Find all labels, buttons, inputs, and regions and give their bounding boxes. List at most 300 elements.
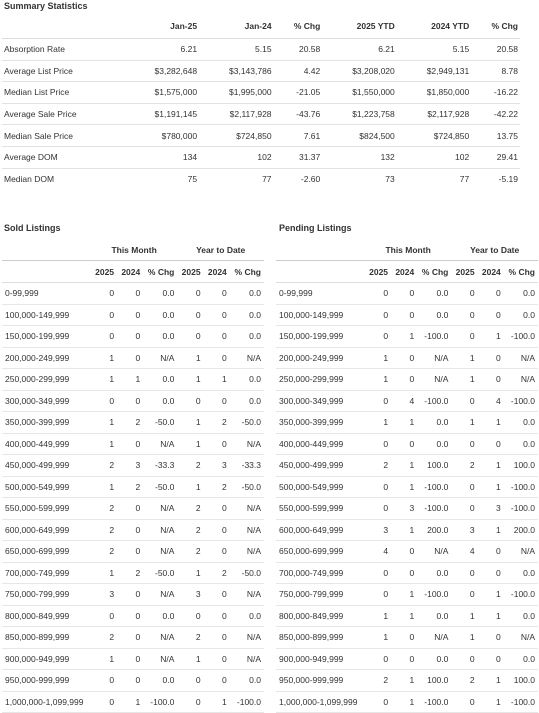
row-label: 950,000-999,999 (2, 670, 91, 692)
table-cell: 0 (478, 283, 504, 305)
table-cell: 100.0 (504, 670, 538, 692)
row-label: 600,000-649,999 (2, 519, 91, 541)
table-cell: N/A (230, 347, 264, 369)
column-header (2, 261, 91, 283)
table-cell: 0 (478, 433, 504, 455)
row-label: 950,000-999,999 (276, 670, 365, 692)
table-row (276, 433, 538, 455)
table-cell: 1 (478, 670, 504, 692)
table-cell: 77 (459, 173, 470, 184)
table-cell: N/A (143, 648, 177, 670)
table-cell: 1 (91, 562, 117, 584)
summary-title: Summary Statistics (4, 1, 88, 11)
table-row (276, 648, 538, 670)
table-cell: 1 (391, 455, 417, 477)
table-cell: 1 (204, 369, 230, 391)
table-cell: N/A (504, 347, 538, 369)
table-cell: 2 (177, 519, 203, 541)
table-cell: -100.0 (504, 476, 538, 498)
table-cell: 0 (117, 498, 143, 520)
table-cell: 0 (391, 433, 417, 455)
table-cell: 0 (117, 627, 143, 649)
table-cell: -50.0 (230, 412, 264, 434)
table-cell: N/A (230, 541, 264, 563)
table-cell: 0 (91, 283, 117, 305)
column-header: % Chg (471, 14, 520, 39)
table-row (2, 146, 520, 168)
table-row (2, 648, 264, 670)
table-cell: 29.41 (471, 146, 520, 168)
table-cell: N/A (143, 541, 177, 563)
table-cell: 3 (204, 455, 230, 477)
table-row (2, 519, 264, 541)
table-row (276, 412, 538, 434)
table-cell: 0 (117, 390, 143, 412)
row-label: 800,000-849,999 (2, 605, 91, 627)
pending-title: Pending Listings (279, 223, 352, 233)
table-cell: 2 (91, 541, 117, 563)
table-cell: 0 (391, 347, 417, 369)
table-cell: N/A (230, 648, 264, 670)
table-row (2, 39, 520, 61)
table-row (276, 562, 538, 584)
row-label: 750,000-799,999 (2, 584, 91, 606)
table-cell: 0.0 (417, 605, 451, 627)
table-row (276, 691, 538, 713)
table-cell: -50.0 (143, 476, 177, 498)
table-cell: 0.0 (143, 304, 177, 326)
table-cell: 1 (478, 326, 504, 348)
table-cell: 0 (204, 390, 230, 412)
table-cell: $3,282,648 (125, 60, 199, 82)
table-row (276, 584, 538, 606)
row-label: Median List Price (2, 82, 125, 104)
table-cell: -50.0 (230, 476, 264, 498)
table-row (276, 541, 538, 563)
table-cell: $824,500 (322, 125, 396, 147)
table-cell: 200.0 (504, 519, 538, 541)
table-cell: 0 (91, 605, 117, 627)
table-cell: 0 (451, 498, 477, 520)
row-label: 0-99,999 (276, 283, 365, 305)
table-cell: 2 (451, 455, 477, 477)
table-cell: 0.0 (143, 369, 177, 391)
table-cell: 0 (451, 476, 477, 498)
table-cell: 5.15 (397, 39, 471, 61)
table-cell: 1 (478, 691, 504, 713)
row-label: 400,000-449,999 (2, 433, 91, 455)
column-header: % Chg (417, 261, 451, 283)
table-cell: 0 (91, 304, 117, 326)
table-cell: 1 (365, 347, 391, 369)
table-cell: -100.0 (143, 691, 177, 713)
table-cell: 6.21 (322, 39, 396, 61)
table-row (2, 541, 264, 563)
table-cell: 0 (204, 326, 230, 348)
table-cell: 100.0 (417, 455, 451, 477)
table-cell: -5.19 (498, 173, 518, 184)
group-header: This Month (91, 239, 178, 261)
table-cell: 13.75 (471, 125, 520, 147)
sold-table (2, 239, 264, 713)
sold-header-row (2, 261, 264, 283)
row-label: 400,000-449,999 (276, 433, 365, 455)
table-cell: -100.0 (230, 691, 264, 713)
table-cell: 0 (204, 584, 230, 606)
row-label: 100,000-149,999 (2, 304, 91, 326)
table-cell: 0 (117, 541, 143, 563)
table-cell: 0 (451, 584, 477, 606)
table-cell: 0 (365, 562, 391, 584)
table-cell: -43.76 (274, 103, 323, 125)
table-cell: N/A (417, 541, 451, 563)
table-cell: 0 (391, 562, 417, 584)
table-cell: N/A (230, 627, 264, 649)
table-cell: -100.0 (417, 390, 451, 412)
table-cell: N/A (143, 519, 177, 541)
table-row (2, 584, 264, 606)
table-cell: 2 (91, 519, 117, 541)
table-cell: $2,949,131 (397, 60, 471, 82)
column-header: Jan-24 (199, 14, 273, 39)
table-cell: $724,850 (199, 125, 273, 147)
summary-body (2, 39, 520, 190)
row-label: 300,000-349,999 (2, 390, 91, 412)
row-label: 150,000-199,999 (276, 326, 365, 348)
table-cell: N/A (230, 498, 264, 520)
table-cell: 1 (91, 347, 117, 369)
table-cell: 2 (177, 541, 203, 563)
table-cell: 0 (177, 390, 203, 412)
table-cell: 3 (478, 498, 504, 520)
table-cell: -33.3 (230, 455, 264, 477)
row-label: 200,000-249,999 (276, 347, 365, 369)
table-cell: 0 (365, 691, 391, 713)
table-cell: 0.0 (230, 326, 264, 348)
row-label: 500,000-549,999 (276, 476, 365, 498)
table-cell: 0.0 (417, 283, 451, 305)
table-cell: -100.0 (417, 326, 451, 348)
table-cell: 2 (91, 455, 117, 477)
table-cell: 2 (117, 562, 143, 584)
table-cell: 3 (177, 584, 203, 606)
group-header: This Month (365, 239, 452, 261)
table-cell: $1,575,000 (125, 82, 199, 104)
table-cell: 0 (451, 326, 477, 348)
table-cell: 0 (117, 283, 143, 305)
row-label: 500,000-549,999 (2, 476, 91, 498)
table-cell: 2 (177, 455, 203, 477)
table-row (2, 369, 264, 391)
table-cell: -2.60 (300, 173, 321, 184)
table-cell: -21.05 (274, 82, 323, 104)
table-cell: 1 (177, 347, 203, 369)
table-cell: 0.0 (417, 648, 451, 670)
table-cell: 0 (204, 541, 230, 563)
table-row (276, 369, 538, 391)
table-cell: 2 (204, 412, 230, 434)
table-cell: 2 (91, 498, 117, 520)
table-cell: 100.0 (417, 670, 451, 692)
table-cell: 0 (451, 562, 477, 584)
table-cell: 1 (117, 691, 143, 713)
table-cell: 4 (391, 390, 417, 412)
table-cell: 1 (391, 476, 417, 498)
table-cell: 1 (91, 648, 117, 670)
table-row (2, 125, 520, 147)
table-cell: 200.0 (417, 519, 451, 541)
table-cell: -42.22 (471, 103, 520, 125)
table-cell: -50.0 (143, 412, 177, 434)
table-cell: N/A (143, 627, 177, 649)
table-cell: N/A (143, 584, 177, 606)
table-row (276, 304, 538, 326)
row-label: 750,000-799,999 (276, 584, 365, 606)
row-label: 300,000-349,999 (276, 390, 365, 412)
table-cell: 0 (204, 498, 230, 520)
table-row (2, 304, 264, 326)
row-label: 450,000-499,999 (2, 455, 91, 477)
table-cell: 5.15 (199, 39, 273, 61)
table-cell: 0 (451, 691, 477, 713)
table-row (276, 519, 538, 541)
table-row (276, 283, 538, 305)
table-cell: 0 (365, 584, 391, 606)
table-cell: 0.0 (143, 283, 177, 305)
table-cell: 0.0 (504, 304, 538, 326)
table-cell: 0 (204, 304, 230, 326)
column-header (276, 261, 365, 283)
table-cell: 0 (204, 519, 230, 541)
table-row (2, 670, 264, 692)
column-header: 2024 (117, 261, 143, 283)
table-row (276, 476, 538, 498)
row-label: 150,000-199,999 (2, 326, 91, 348)
table-cell: 0.0 (504, 412, 538, 434)
table-cell: 0 (204, 347, 230, 369)
table-cell: 2 (204, 476, 230, 498)
table-cell: 132 (322, 146, 396, 168)
table-cell: 1 (365, 369, 391, 391)
table-cell: 0 (117, 326, 143, 348)
table-cell: $3,143,786 (199, 60, 273, 82)
table-cell: 0 (478, 562, 504, 584)
table-cell: -33.3 (143, 455, 177, 477)
table-cell: 2 (204, 562, 230, 584)
table-cell: 1 (177, 648, 203, 670)
table-cell: 2 (365, 670, 391, 692)
table-cell: 0.0 (504, 433, 538, 455)
column-header: 2024 YTD (397, 14, 471, 39)
table-cell: 0 (391, 627, 417, 649)
table-cell: 0.0 (504, 648, 538, 670)
table-cell: N/A (417, 369, 451, 391)
table-cell: 0 (365, 433, 391, 455)
table-cell: 1 (478, 455, 504, 477)
table-cell: 0 (478, 648, 504, 670)
table-cell: 1 (451, 412, 477, 434)
table-cell: 0 (117, 584, 143, 606)
table-cell: 3 (365, 519, 391, 541)
table-cell: 0.0 (230, 390, 264, 412)
summary-header-row (2, 14, 520, 39)
table-cell: N/A (504, 369, 538, 391)
table-cell: 0 (117, 433, 143, 455)
table-cell: 2 (451, 670, 477, 692)
table-cell: 0.0 (230, 304, 264, 326)
table-cell: 1 (391, 519, 417, 541)
table-row (2, 627, 264, 649)
table-cell: $1,223,758 (322, 103, 396, 125)
row-label: Average Sale Price (2, 103, 125, 125)
table-cell: $1,191,145 (125, 103, 199, 125)
table-cell: -100.0 (504, 326, 538, 348)
table-cell: 0.0 (504, 283, 538, 305)
table-cell: 1 (478, 412, 504, 434)
table-row (2, 412, 264, 434)
column-header: 2024 (478, 261, 504, 283)
table-cell: 1 (177, 433, 203, 455)
table-cell: 0 (478, 627, 504, 649)
group-header: Year to Date (451, 239, 538, 261)
table-row (276, 326, 538, 348)
table-cell: 1 (451, 605, 477, 627)
table-row (2, 476, 264, 498)
summary-table (2, 14, 520, 189)
row-label: 1,000,000-1,099,999 (276, 691, 365, 713)
column-header: 2025 (365, 261, 391, 283)
table-cell: 31.37 (274, 146, 323, 168)
table-cell: 3 (391, 498, 417, 520)
row-label: 0-99,999 (2, 283, 91, 305)
row-label: 350,000-399,999 (2, 412, 91, 434)
table-cell: 0 (365, 476, 391, 498)
table-cell: -100.0 (504, 691, 538, 713)
table-row (2, 60, 520, 82)
table-cell: N/A (417, 627, 451, 649)
table-cell: -100.0 (417, 498, 451, 520)
column-header: % Chg (504, 261, 538, 283)
table-cell: 0 (365, 326, 391, 348)
sold-title: Sold Listings (4, 223, 61, 233)
pending-body (276, 283, 538, 713)
table-cell: 0 (391, 648, 417, 670)
table-cell: 0.0 (143, 390, 177, 412)
table-cell: 2 (177, 498, 203, 520)
table-cell: 0 (478, 347, 504, 369)
table-cell: 0.0 (417, 304, 451, 326)
table-cell: 1 (177, 369, 203, 391)
table-row (2, 103, 520, 125)
table-cell: 0.0 (230, 670, 264, 692)
table-cell: 1 (91, 412, 117, 434)
table-cell: 1 (391, 691, 417, 713)
table-row (2, 605, 264, 627)
table-row (2, 691, 264, 713)
row-label: 250,000-299,999 (2, 369, 91, 391)
table-cell: 1 (177, 412, 203, 434)
table-cell: 0 (365, 498, 391, 520)
table-cell: $780,000 (125, 125, 199, 147)
table-cell: 3 (451, 519, 477, 541)
table-cell: 102 (199, 146, 273, 168)
table-cell: N/A (504, 541, 538, 563)
row-label: 650,000-699,999 (2, 541, 91, 563)
table-row (276, 390, 538, 412)
table-cell: -100.0 (504, 498, 538, 520)
table-cell: 77 (262, 173, 272, 184)
column-header: 2025 (451, 261, 477, 283)
row-label: Median DOM (4, 173, 55, 184)
table-cell: -50.0 (230, 562, 264, 584)
pending-header-row (276, 261, 538, 283)
row-label: 800,000-849,999 (276, 605, 365, 627)
table-cell: N/A (143, 347, 177, 369)
table-cell: N/A (230, 433, 264, 455)
row-label: 100,000-149,999 (276, 304, 365, 326)
row-label: Average List Price (2, 60, 125, 82)
table-cell: 8.78 (471, 60, 520, 82)
table-row (2, 498, 264, 520)
row-label: 200,000-249,999 (2, 347, 91, 369)
table-cell: 1 (365, 605, 391, 627)
table-cell: N/A (230, 519, 264, 541)
table-cell: $2,117,928 (397, 103, 471, 125)
table-cell: $2,117,928 (199, 103, 273, 125)
row-label: 550,000-599,999 (2, 498, 91, 520)
row-label: Average DOM (2, 146, 125, 168)
table-cell: 0 (451, 390, 477, 412)
table-cell: 0 (117, 519, 143, 541)
row-label: 250,000-299,999 (276, 369, 365, 391)
table-cell: 0 (204, 648, 230, 670)
pending-group-header-row (276, 239, 538, 261)
table-cell: 1 (478, 605, 504, 627)
table-cell: 4 (365, 541, 391, 563)
table-cell: 0.0 (230, 283, 264, 305)
table-row (276, 347, 538, 369)
table-cell: 100.0 (504, 455, 538, 477)
table-cell: 1 (391, 326, 417, 348)
table-cell: 0 (177, 605, 203, 627)
table-cell: 0 (365, 283, 391, 305)
table-cell: -50.0 (143, 562, 177, 584)
table-row (2, 562, 264, 584)
column-header: % Chg (274, 14, 323, 39)
pending-table (276, 239, 538, 713)
table-cell: 0 (91, 691, 117, 713)
table-cell: 0 (177, 670, 203, 692)
table-row (276, 498, 538, 520)
table-cell: $3,208,020 (322, 60, 396, 82)
table-cell: 0 (177, 691, 203, 713)
table-cell: 6.21 (125, 39, 199, 61)
table-cell: 102 (397, 146, 471, 168)
table-cell: 0.0 (417, 412, 451, 434)
table-cell: 73 (385, 173, 395, 184)
table-cell: 75 (187, 173, 198, 184)
table-cell: $724,850 (397, 125, 471, 147)
table-cell: 0 (91, 390, 117, 412)
table-cell: 0 (117, 648, 143, 670)
table-cell: 0 (391, 541, 417, 563)
table-cell: 1 (365, 627, 391, 649)
table-cell: 0 (177, 326, 203, 348)
table-cell: 1 (91, 369, 117, 391)
table-cell: 0 (91, 670, 117, 692)
table-cell: 0 (391, 369, 417, 391)
table-cell: 0 (177, 304, 203, 326)
